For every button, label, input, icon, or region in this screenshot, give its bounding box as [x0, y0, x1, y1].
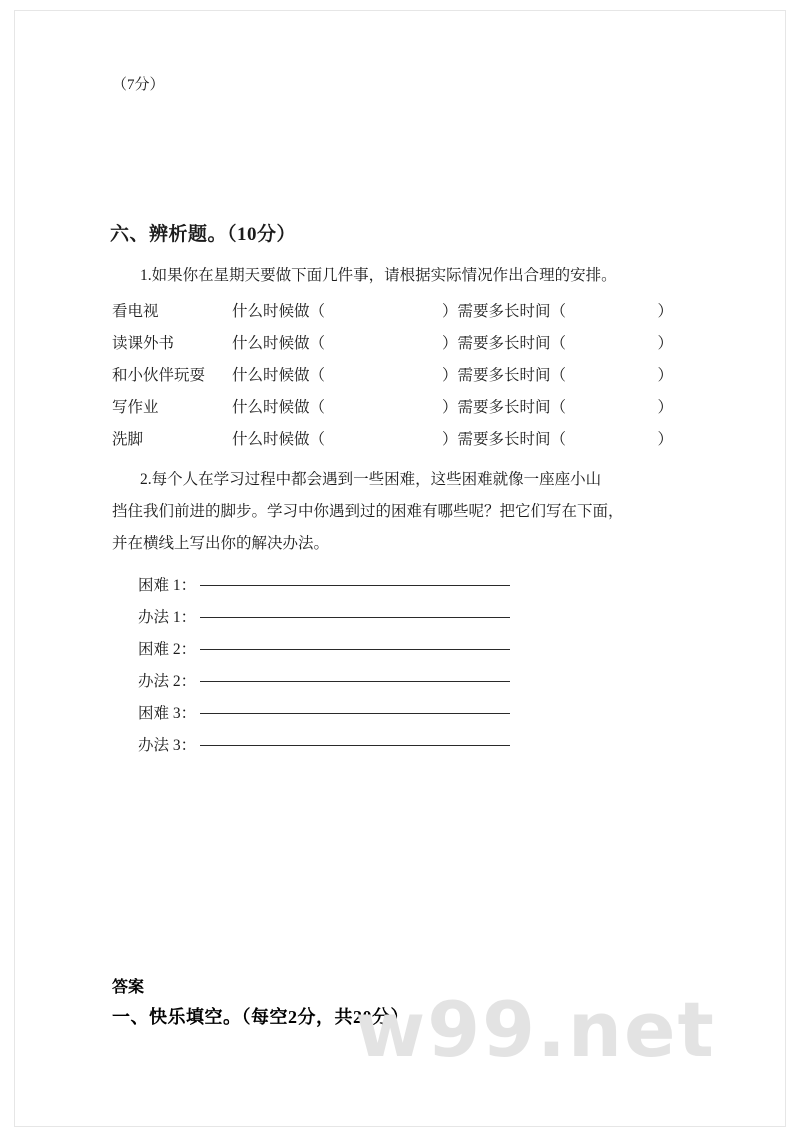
question-2-text [112, 464, 692, 560]
page-content [112, 70, 692, 762]
when-close-paren: ） [442, 335, 458, 352]
table-row [112, 392, 673, 424]
question-2-line-2: 挡住我们前进的脚步。学习中你遇到过的困难有哪些呢？把它们写在下面， [112, 503, 624, 520]
duration-blank[interactable] [598, 424, 658, 456]
list-item [112, 730, 692, 762]
when-label: 什么时候做（ [232, 335, 326, 352]
write-in-line[interactable] [200, 585, 510, 586]
watermark: w99.net [355, 985, 716, 1074]
duration-close-paren: ） [657, 367, 674, 384]
when-close-paren: ） [442, 399, 458, 416]
when-blank[interactable] [382, 328, 442, 360]
duration-close-paren: ） [657, 399, 674, 416]
when-label: 什么时候做（ [232, 399, 326, 416]
schedule-table [112, 296, 673, 456]
activity-label: 读课外书 [112, 335, 175, 352]
list-item [112, 602, 692, 634]
list-item [112, 570, 692, 602]
blank-label: 困难 2： [138, 641, 197, 658]
duration-label: 需要多长时间（ [457, 367, 567, 384]
when-label: 什么时候做（ [232, 303, 326, 320]
question-2-line-1: 2.每个人在学习过程中都会遇到一些困难，这些困难就像一座座小山 [140, 471, 602, 488]
duration-blank[interactable] [598, 360, 658, 392]
activity-label: 看电视 [112, 303, 159, 320]
when-label: 什么时候做（ [232, 431, 326, 448]
answer-blank-list [112, 570, 692, 762]
section-heading: 六、辨析题。（10分） [110, 224, 297, 245]
duration-blank[interactable] [598, 296, 658, 328]
when-blank[interactable] [382, 360, 442, 392]
when-label: 什么时候做（ [232, 367, 326, 384]
table-row [112, 360, 673, 392]
when-blank[interactable] [382, 392, 442, 424]
when-close-paren: ） [442, 367, 458, 384]
list-item [112, 666, 692, 698]
table-row [112, 424, 673, 456]
duration-label: 需要多长时间（ [457, 399, 567, 416]
activity-label: 和小伙伴玩耍 [112, 367, 206, 384]
answers-title: 答案 [112, 979, 145, 996]
write-in-line[interactable] [200, 681, 510, 682]
vertical-spacer [112, 100, 692, 218]
write-in-line[interactable] [200, 649, 510, 650]
blank-label: 办法 2： [138, 673, 197, 690]
list-item [112, 698, 692, 730]
blank-label: 办法 3： [138, 737, 197, 754]
duration-close-paren: ） [657, 335, 674, 352]
duration-close-paren: ） [657, 303, 674, 320]
blank-label: 困难 3： [138, 705, 197, 722]
duration-blank[interactable] [598, 392, 658, 424]
write-in-line[interactable] [200, 617, 510, 618]
answers-subtitle: 一、快乐填空。（每空2分，共20分） [112, 1007, 409, 1027]
question-1-text: 1.如果你在星期天要做下面几件事，请根据实际情况作出合理的安排。 [140, 267, 617, 284]
duration-close-paren: ） [657, 431, 674, 448]
duration-label: 需要多长时间（ [457, 303, 567, 320]
question-2-line-3: 并在横线上写出你的解决办法。 [112, 535, 330, 552]
answers-section [112, 975, 712, 1033]
duration-blank[interactable] [598, 328, 658, 360]
blank-label: 困难 1： [138, 577, 197, 594]
write-in-line[interactable] [200, 745, 510, 746]
table-row [112, 328, 673, 360]
when-close-paren: ） [442, 303, 458, 320]
top-score-note: （7分） [112, 77, 165, 93]
when-blank[interactable] [382, 296, 442, 328]
list-item [112, 634, 692, 666]
table-row [112, 296, 673, 328]
when-close-paren: ） [442, 431, 458, 448]
duration-label: 需要多长时间（ [457, 431, 567, 448]
blank-label: 办法 1： [138, 609, 197, 626]
activity-label: 洗脚 [112, 431, 144, 448]
activity-label: 写作业 [112, 399, 159, 416]
duration-label: 需要多长时间（ [457, 335, 567, 352]
write-in-line[interactable] [200, 713, 510, 714]
when-blank[interactable] [382, 424, 442, 456]
